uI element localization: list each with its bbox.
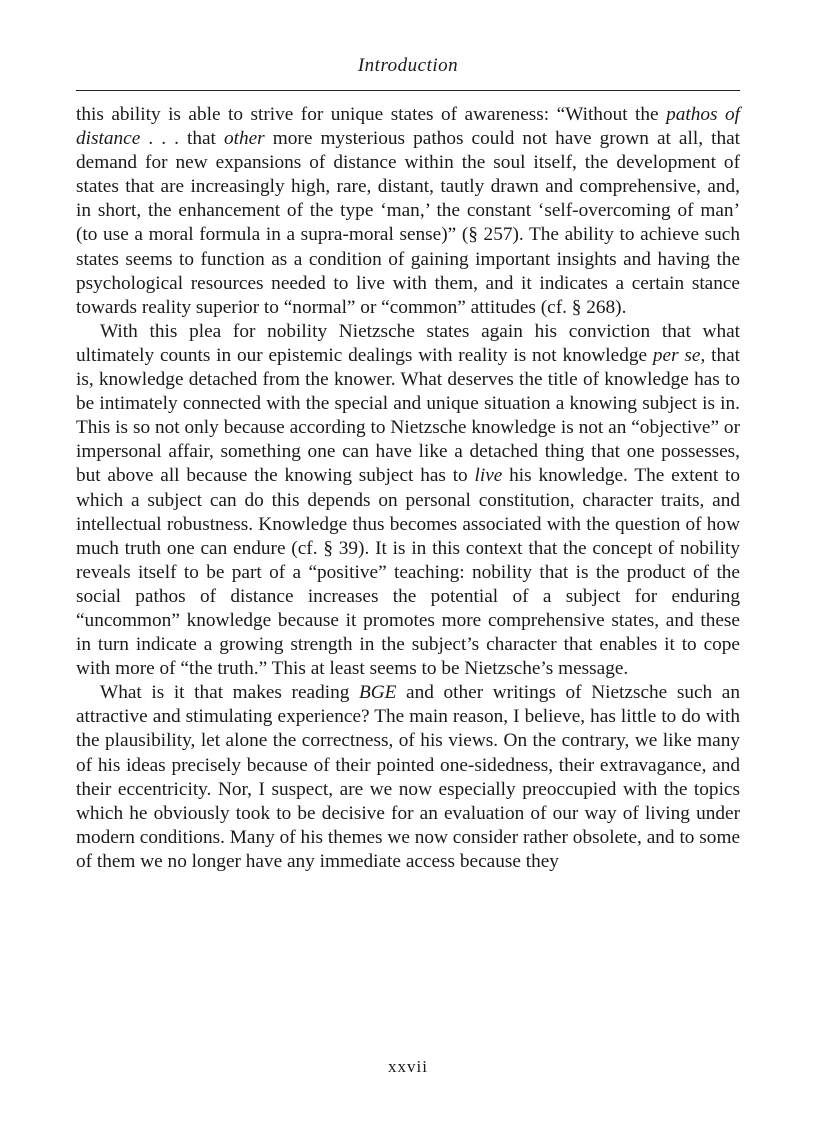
italic-phrase: live — [474, 465, 503, 487]
header-rule — [76, 90, 740, 91]
paragraph-1: this ability is able to strive for unique states of awareness: “Without the pathos of distance . . . that other more mysterious pathos could not have grown at all, that demand for new expansions of distance within the soul itself, the development of states that are increasingly high, rare, distant, tautly drawn and comprehensive, and, in short, the enhancement of the type ‘man,’ the constant ‘self-overcoming of man’ (to use a moral formula in a supra-moral sense)” (§ 257). The ability to achieve such states seems to function as a condition of gaining important insights and having the psychological resources needed to live with them, and it indicates a certain stance towards reality superior to “normal” or “common” attitudes (cf. § 268). — [76, 104, 740, 318]
book-page — [76, 0, 740, 1123]
body-text — [76, 103, 740, 874]
italic-phrase: pathos of distance — [76, 104, 740, 150]
page-number: xxvii — [388, 1057, 428, 1076]
italic-phrase: other — [223, 128, 265, 150]
italic-phrase: per se — [652, 344, 701, 366]
paragraph-2: With this plea for nobility Nietzsche states again his conviction that what ultimately counts in our epistemic dealings with reality is not knowledge per se, that is, knowledge detached from the knower. What deserves the title of knowledge has to be intimately connected with the special and unique situation a knowing subject is in. This is so not only because according to Nietzsche knowledge is not an “objective” or impersonal affair, something one can have like a detached thing that one possesses, but above all because the knowing subject has to live his knowledge. The extent to which a subject can do this depends on personal constitution, character traits, and intellectual robustness. Knowledge thus becomes associated with the question of how much truth one can endure (cf. § 39). It is in this context that the concept of nobility reveals itself to be part of a “positive” teaching: nobility that is the product of the social pathos of distance increases the potential of a subject for enduring “uncommon” knowledge because it promotes more comprehensive states, and these in turn indicate a growing strength in the subject’s character that enables it to cope with more of “the truth.” This at least seems to be Nietzsche’s message. — [76, 320, 741, 680]
running-head: Introduction — [357, 55, 459, 76]
italic-phrase: BGE — [358, 682, 397, 704]
paragraph-3: What is it that makes reading BGE and other writings of Nietzsche such an attractive and stimulating experience? The main reason, I believe, has little to do with the plausibility, let alone the correctness, of his views. On the contrary, we like many of his ideas precisely because of their pointed one-sidedness, their extravagance, and their eccentricity. Nor, I suspect, are we now especially preoccupied with the topics which he obviously took to be decisive for an evaluation of our way of living under modern conditions. Many of his themes we now consider rather obsolete, and to some of them we no longer have any immediate access because they — [76, 682, 740, 872]
